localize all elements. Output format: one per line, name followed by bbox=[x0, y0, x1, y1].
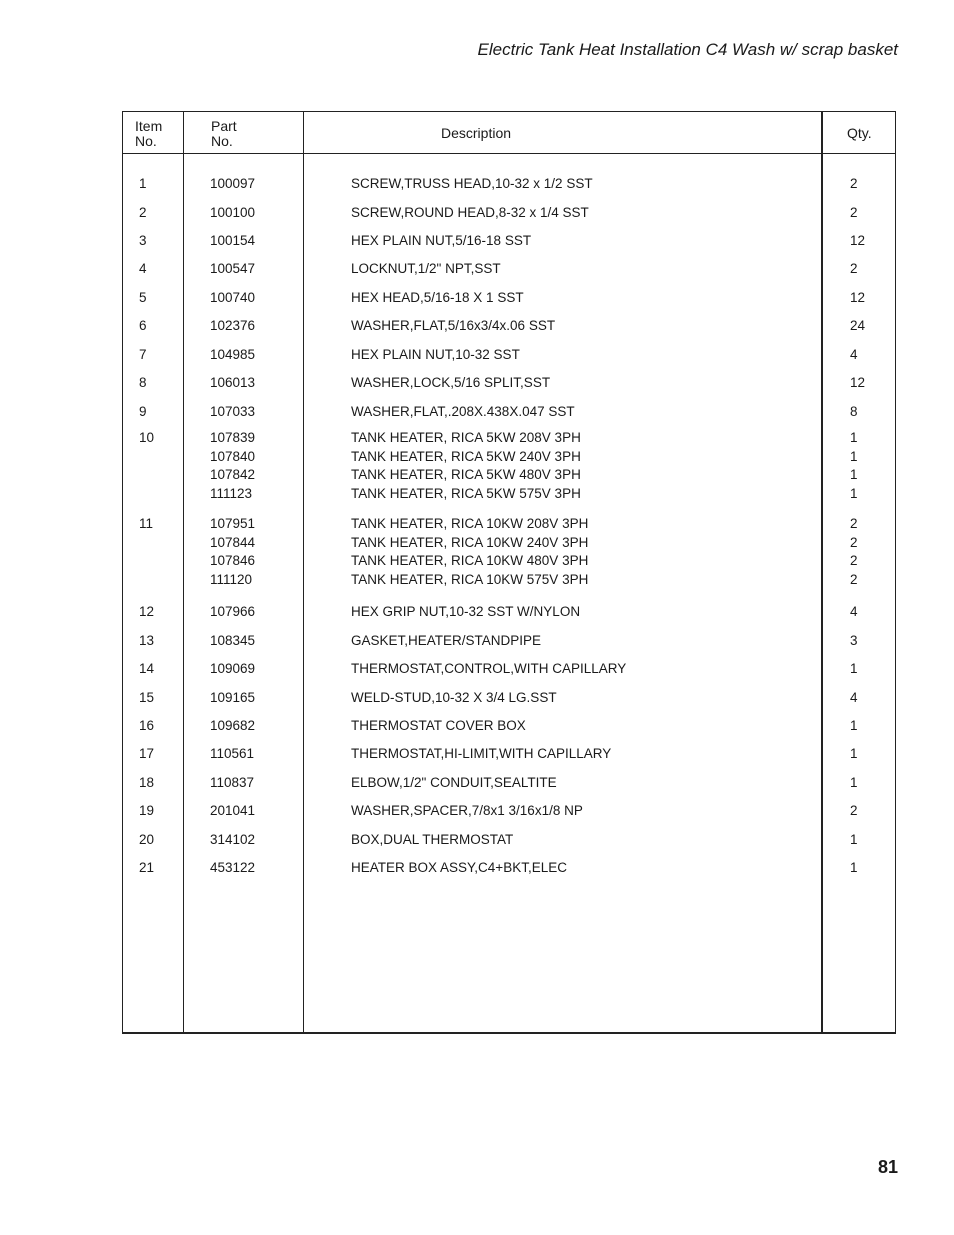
item-number-cell bbox=[139, 374, 147, 393]
item-number-cell bbox=[139, 204, 147, 223]
quantity-cell-text: 24 bbox=[850, 318, 866, 333]
quantity-cell bbox=[850, 175, 858, 194]
part-number-cell-text: 106013 bbox=[210, 375, 256, 390]
quantity-cell-text: 2 bbox=[850, 803, 858, 818]
column-header-part-no bbox=[211, 119, 237, 149]
description-cell bbox=[351, 745, 611, 764]
description-cell bbox=[351, 175, 593, 194]
quantity-cell-text: 2 bbox=[850, 176, 858, 191]
description-cell bbox=[351, 632, 541, 651]
quantity-cell bbox=[850, 603, 858, 622]
description-cell-text: TANK HEATER, RICA 5KW 208V 3PH bbox=[351, 430, 581, 445]
description-cell bbox=[351, 603, 580, 622]
part-number-cell bbox=[210, 260, 255, 279]
item-number-cell-text: 15 bbox=[139, 690, 155, 705]
part-number-cell-text: 104985 bbox=[210, 347, 256, 362]
item-number-cell bbox=[139, 859, 154, 878]
description-cell bbox=[351, 289, 524, 308]
quantity-cell-text: 2 bbox=[850, 516, 858, 531]
quantity-cell-text: 2 bbox=[850, 534, 858, 550]
description-cell-text: TANK HEATER, RICA 5KW 480V 3PH bbox=[351, 467, 581, 483]
quantity-cell-text: 2 bbox=[850, 571, 858, 587]
description-cell bbox=[351, 403, 575, 422]
page-title: Electric Tank Heat Installation C4 Wash w/ scrap basket bbox=[477, 40, 898, 59]
description-cell-text: TANK HEATER, RICA 10KW 208V 3PH bbox=[351, 516, 589, 531]
item-number-cell-text: 8 bbox=[139, 375, 147, 390]
part-number-cell-text: 453122 bbox=[210, 860, 256, 875]
item-number-cell bbox=[139, 745, 154, 764]
part-number-cell bbox=[210, 232, 255, 251]
part-number-cell-text: 110837 bbox=[210, 775, 255, 790]
item-number-cell-text: 3 bbox=[139, 233, 147, 248]
item-number-cell bbox=[139, 403, 147, 422]
item-number-cell-text: 5 bbox=[139, 290, 147, 305]
item-number-cell-text: 16 bbox=[139, 718, 155, 733]
description-cell bbox=[351, 204, 589, 223]
description-cell-text: WELD-STUD,10-32 X 3/4 LG.SST bbox=[351, 690, 557, 705]
part-number-cell-text: 100547 bbox=[210, 261, 256, 276]
quantity-cell bbox=[850, 859, 858, 878]
item-number-cell-text: 13 bbox=[139, 633, 155, 648]
part-number-cell bbox=[210, 374, 255, 393]
part-number-cell bbox=[210, 403, 255, 422]
description-cell-text: HEX GRIP NUT,10-32 SST W/NYLON bbox=[351, 604, 581, 619]
column-header-description: Description bbox=[441, 125, 512, 141]
part-number-cell-text: 314102 bbox=[210, 832, 256, 847]
item-number-cell bbox=[139, 831, 154, 850]
quantity-cell-text: 1 bbox=[850, 832, 858, 847]
part-number-cell-text: 201041 bbox=[210, 803, 256, 818]
quantity-cell-text: 1 bbox=[850, 661, 858, 676]
description-cell-text: GASKET,HEATER/STANDPIPE bbox=[351, 633, 542, 648]
quantity-cell bbox=[850, 232, 865, 251]
quantity-cell bbox=[850, 802, 858, 821]
quantity-cell bbox=[850, 289, 865, 308]
item-number-cell bbox=[139, 175, 147, 194]
part-number-cell bbox=[210, 175, 255, 194]
description-cell bbox=[351, 831, 513, 850]
part-number-cell bbox=[210, 632, 255, 651]
quantity-cell-text: 1 bbox=[850, 775, 858, 790]
quantity-cell bbox=[850, 831, 858, 850]
quantity-cell bbox=[850, 204, 858, 223]
description-cell bbox=[351, 660, 626, 679]
item-number-cell bbox=[139, 660, 154, 679]
quantity-cell bbox=[850, 689, 858, 708]
part-number-cell-text: 111123 bbox=[210, 485, 253, 501]
quantity-cell-text: 1 bbox=[850, 448, 858, 464]
description-cell-text: TANK HEATER, RICA 5KW 240V 3PH bbox=[351, 448, 581, 464]
description-cell-text: ELBOW,1/2" CONDUIT,SEALTITE bbox=[351, 775, 557, 790]
part-number-cell bbox=[210, 429, 255, 503]
part-number-cell bbox=[210, 660, 255, 679]
description-cell-text: THERMOSTAT,HI-LIMIT,WITH CAPILLARY bbox=[351, 746, 612, 761]
quantity-cell bbox=[850, 374, 865, 393]
item-number-cell-text: 18 bbox=[139, 775, 155, 790]
item-number-cell-text: 4 bbox=[139, 261, 147, 276]
part-number-cell bbox=[210, 859, 255, 878]
part-number-cell bbox=[210, 745, 254, 764]
part-number-cell-text: 100740 bbox=[210, 290, 256, 305]
part-number-cell-text: 107846 bbox=[210, 553, 256, 569]
description-cell-text: WASHER,SPACER,7/8x1 3/16x1/8 NP bbox=[351, 803, 583, 818]
item-number-cell-text: 21 bbox=[139, 860, 155, 875]
quantity-cell-text: 12 bbox=[850, 375, 866, 390]
part-number-cell bbox=[210, 717, 255, 736]
item-number-cell-text: 2 bbox=[139, 205, 147, 220]
item-number-cell-text: 12 bbox=[139, 604, 155, 619]
quantity-cell bbox=[850, 429, 858, 503]
quantity-cell-text: 1 bbox=[850, 430, 858, 445]
description-cell-text: THERMOSTAT COVER BOX bbox=[351, 718, 526, 733]
part-number-cell bbox=[210, 689, 255, 708]
quantity-cell bbox=[850, 515, 858, 589]
item-number-cell-text: 17 bbox=[139, 746, 155, 761]
quantity-cell-text: 1 bbox=[850, 718, 858, 733]
item-number-cell-text: 10 bbox=[139, 430, 155, 445]
column-header-text: Item bbox=[135, 118, 163, 134]
description-cell bbox=[351, 774, 557, 793]
quantity-cell-text: 1 bbox=[850, 467, 858, 483]
description-cell-text: TANK HEATER, RICA 10KW 240V 3PH bbox=[351, 534, 589, 550]
column-header-qty: Qty. bbox=[847, 125, 872, 141]
item-number-cell bbox=[139, 774, 154, 793]
part-number-cell bbox=[210, 317, 255, 336]
quantity-cell-text: 2 bbox=[850, 261, 858, 276]
part-number-cell bbox=[210, 831, 255, 850]
quantity-cell-text: 2 bbox=[850, 553, 858, 569]
part-number-cell bbox=[210, 515, 255, 589]
item-number-cell bbox=[139, 802, 154, 821]
description-cell bbox=[351, 346, 520, 365]
part-number-cell-text: 107033 bbox=[210, 404, 256, 419]
column-divider bbox=[303, 112, 304, 1032]
description-cell bbox=[351, 515, 588, 589]
part-number-cell bbox=[210, 289, 255, 308]
description-cell bbox=[351, 260, 501, 279]
part-number-cell-text: 107966 bbox=[210, 604, 256, 619]
column-header-text: Part bbox=[211, 118, 237, 134]
quantity-cell bbox=[850, 745, 858, 764]
description-cell-text: THERMOSTAT,CONTROL,WITH CAPILLARY bbox=[351, 661, 627, 676]
description-cell-text: TANK HEATER, RICA 10KW 480V 3PH bbox=[351, 553, 589, 569]
part-number-cell-text: 109682 bbox=[210, 718, 256, 733]
item-number-cell-text: 7 bbox=[139, 347, 147, 362]
description-cell-text: SCREW,TRUSS HEAD,10-32 x 1/2 SST bbox=[351, 176, 593, 191]
part-number-cell-text: 109165 bbox=[210, 690, 256, 705]
part-number-cell bbox=[210, 346, 255, 365]
part-number-cell-text: 102376 bbox=[210, 318, 256, 333]
item-number-cell bbox=[139, 603, 154, 622]
quantity-cell bbox=[850, 260, 858, 279]
item-number-cell bbox=[139, 515, 153, 534]
description-cell-text: HEX HEAD,5/16-18 X 1 SST bbox=[351, 290, 524, 305]
quantity-cell-text: 1 bbox=[850, 746, 858, 761]
quantity-cell-text: 1 bbox=[850, 485, 858, 501]
quantity-cell bbox=[850, 317, 865, 336]
part-number-cell bbox=[210, 774, 254, 793]
part-number-cell-text: 111120 bbox=[210, 571, 253, 587]
description-cell bbox=[351, 859, 567, 878]
description-cell-text: HEX PLAIN NUT,5/16-18 SST bbox=[351, 233, 532, 248]
item-number-cell bbox=[139, 689, 154, 708]
item-number-cell-text: 9 bbox=[139, 404, 147, 419]
item-number-cell bbox=[139, 289, 147, 308]
part-number-cell-text: 110561 bbox=[210, 746, 255, 761]
parts-table bbox=[122, 111, 896, 1034]
column-header-text: No. bbox=[135, 133, 157, 149]
description-cell-text: LOCKNUT,1/2" NPT,SST bbox=[351, 261, 501, 276]
item-number-cell-text: 6 bbox=[139, 318, 147, 333]
part-number-cell-text: 107951 bbox=[210, 516, 256, 531]
quantity-cell-text: 2 bbox=[850, 205, 858, 220]
column-header-item-no bbox=[135, 119, 162, 149]
description-cell bbox=[351, 374, 550, 393]
quantity-cell-text: 3 bbox=[850, 633, 858, 648]
quantity-cell bbox=[850, 346, 858, 365]
part-number-cell-text: 107842 bbox=[210, 467, 256, 483]
part-number-cell-text: 108345 bbox=[210, 633, 256, 648]
part-number-cell-text: 107844 bbox=[210, 534, 256, 550]
quantity-cell-text: 12 bbox=[850, 233, 866, 248]
item-number-cell bbox=[139, 632, 154, 651]
description-cell-text: BOX,DUAL THERMOSTAT bbox=[351, 832, 514, 847]
column-header-text: No. bbox=[211, 133, 233, 149]
description-cell bbox=[351, 717, 526, 736]
column-divider bbox=[821, 112, 823, 1032]
item-number-cell-text: 1 bbox=[139, 176, 147, 191]
part-number-cell-text: 100097 bbox=[210, 176, 256, 191]
part-number-cell-text: 109069 bbox=[210, 661, 256, 676]
item-number-cell bbox=[139, 429, 154, 448]
quantity-cell bbox=[850, 717, 858, 736]
quantity-cell bbox=[850, 403, 858, 422]
description-cell-text: HEATER BOX ASSY,C4+BKT,ELEC bbox=[351, 860, 567, 875]
description-cell-text: SCREW,ROUND HEAD,8-32 x 1/4 SST bbox=[351, 205, 589, 220]
part-number-cell bbox=[210, 204, 255, 223]
quantity-cell-text: 1 bbox=[850, 860, 858, 875]
item-number-cell-text: 11 bbox=[139, 516, 154, 531]
quantity-cell-text: 4 bbox=[850, 347, 858, 362]
quantity-cell-text: 4 bbox=[850, 690, 858, 705]
header-divider bbox=[123, 153, 895, 154]
description-cell-text: WASHER,LOCK,5/16 SPLIT,SST bbox=[351, 375, 551, 390]
item-number-cell-text: 20 bbox=[139, 832, 155, 847]
description-cell-text: WASHER,FLAT,.208X.438X.047 SST bbox=[351, 404, 575, 419]
description-cell bbox=[351, 689, 557, 708]
part-number-cell-text: 107839 bbox=[210, 430, 256, 445]
quantity-cell-text: 4 bbox=[850, 604, 858, 619]
item-number-cell bbox=[139, 317, 147, 336]
part-number-cell bbox=[210, 802, 255, 821]
item-number-cell-text: 19 bbox=[139, 803, 155, 818]
item-number-cell bbox=[139, 346, 147, 365]
part-number-cell-text: 100100 bbox=[210, 205, 256, 220]
description-cell bbox=[351, 317, 555, 336]
quantity-cell-text: 8 bbox=[850, 404, 858, 419]
quantity-cell-text: 12 bbox=[850, 290, 866, 305]
quantity-cell bbox=[850, 660, 858, 679]
description-cell-text: TANK HEATER, RICA 5KW 575V 3PH bbox=[351, 485, 581, 501]
part-number-cell bbox=[210, 603, 255, 622]
item-number-cell bbox=[139, 260, 147, 279]
part-number-cell-text: 100154 bbox=[210, 233, 256, 248]
item-number-cell-text: 14 bbox=[139, 661, 155, 676]
description-cell-text: HEX PLAIN NUT,10-32 SST bbox=[351, 347, 520, 362]
description-cell bbox=[351, 232, 531, 251]
description-cell bbox=[351, 429, 581, 503]
quantity-cell bbox=[850, 632, 858, 651]
column-divider bbox=[183, 112, 184, 1032]
part-number-cell-text: 107840 bbox=[210, 448, 256, 464]
page-number: 81 bbox=[877, 1157, 898, 1177]
item-number-cell bbox=[139, 717, 154, 736]
description-cell bbox=[351, 802, 583, 821]
quantity-cell bbox=[850, 774, 858, 793]
description-cell-text: TANK HEATER, RICA 10KW 575V 3PH bbox=[351, 571, 589, 587]
description-cell-text: WASHER,FLAT,5/16x3/4x.06 SST bbox=[351, 318, 556, 333]
item-number-cell bbox=[139, 232, 147, 251]
